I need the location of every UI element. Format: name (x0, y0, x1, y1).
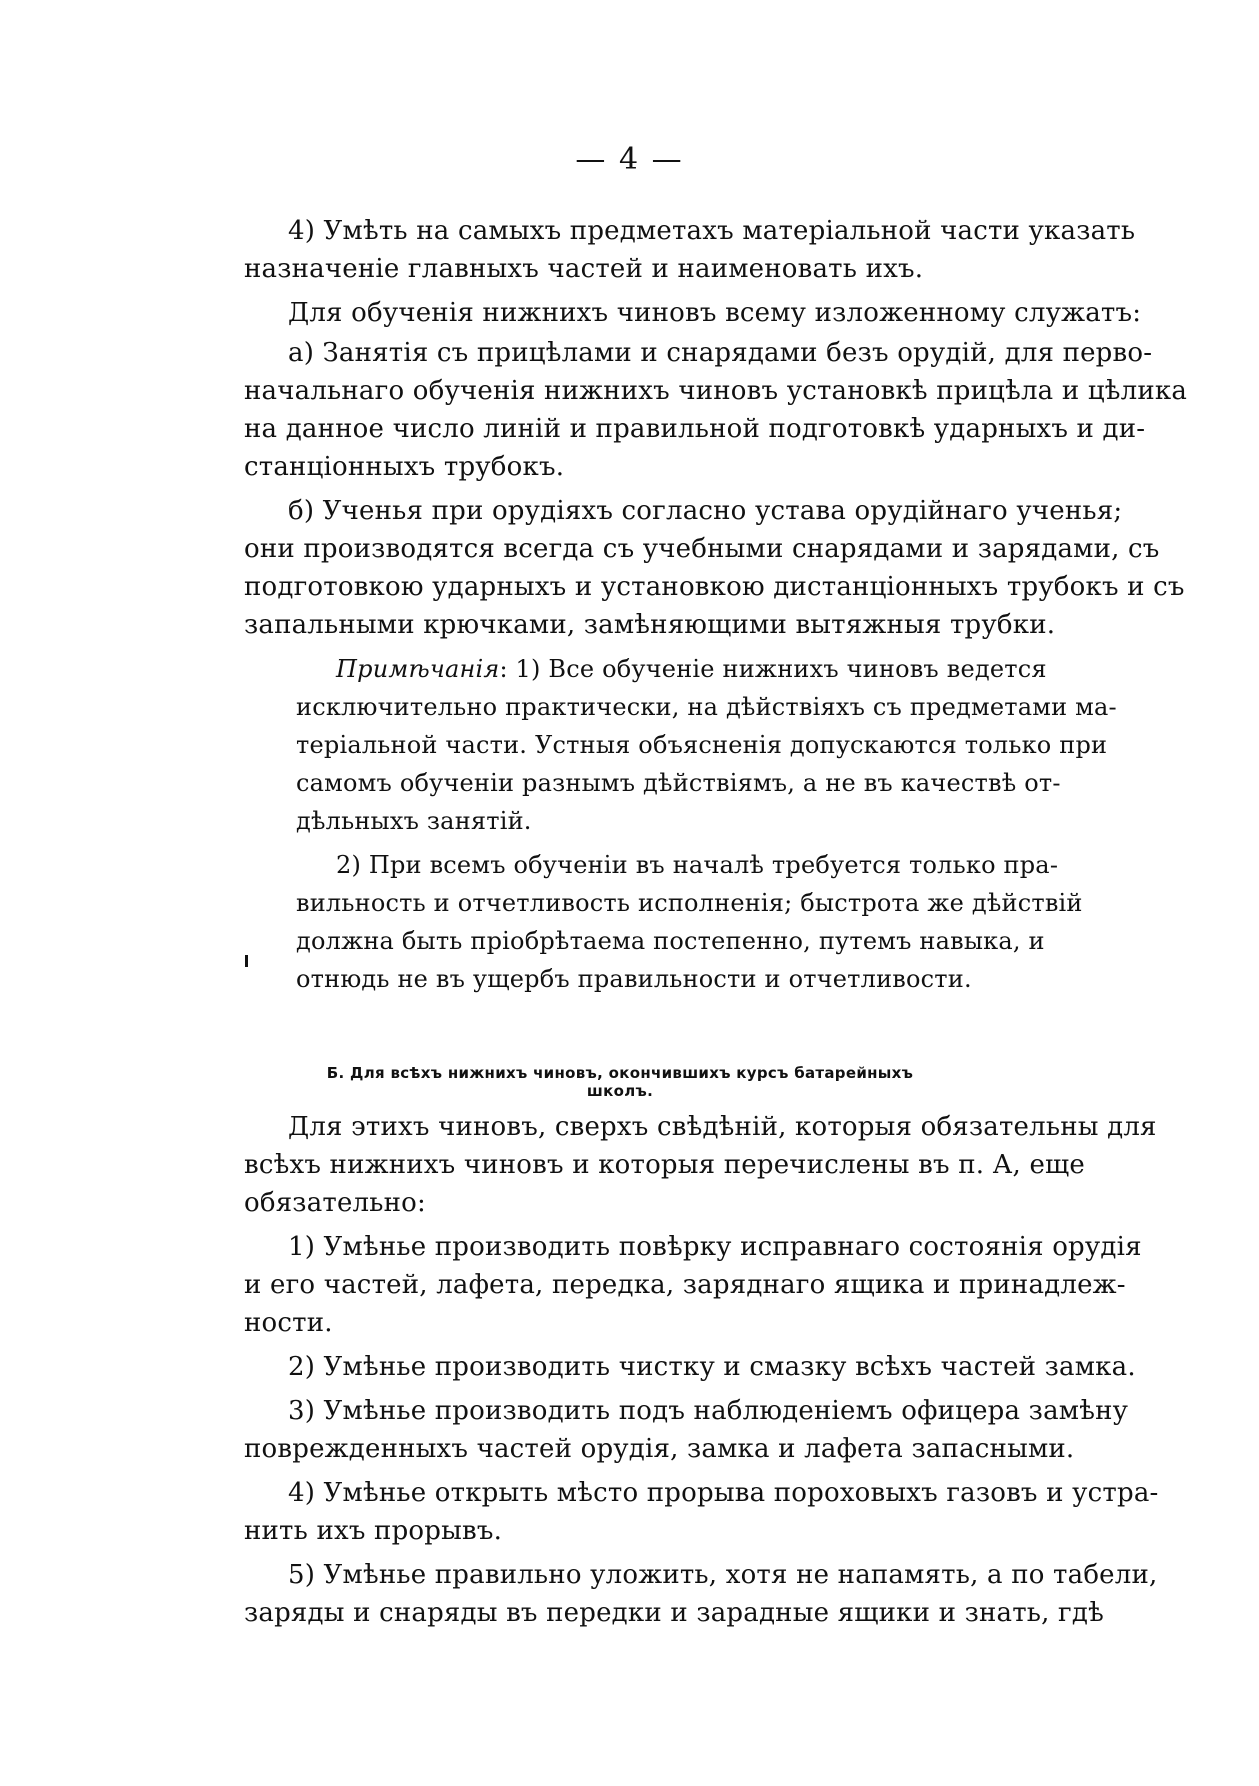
item-b-line1: б) Ученья при орудіяхъ согласно устава орудійнаго ученья; (288, 496, 1123, 526)
item-a-line2: начальнаго обученія нижнихъ чиновъ установкѣ прицѣла и цѣлика (244, 376, 1188, 406)
item-a-line1: а) Занятія съ прицѣлами и снарядами безъ орудій, для перво- (288, 338, 1153, 368)
b-item1-line2: и его частей, лафета, передка, заряднаго ящика и принадлеж- (244, 1270, 1126, 1300)
b-item3-line2: поврежденныхъ частей орудія, замка и лафета запасными. (244, 1434, 1075, 1464)
item4-line1: 4) Умѣть на самыхъ предметахъ матеріальной части указать (288, 216, 1136, 246)
note1-line5: дѣльныхъ занятій. (296, 807, 532, 835)
b-item1-line1: 1) Умѣнье производить повѣрку исправнаго состоянія орудія (288, 1232, 1142, 1262)
item-b-line2: они производятся всегда съ учебными снарядами и зарядами, съ (244, 534, 1160, 564)
item-a-line3: на данное число линій и правильной подготовкѣ ударныхъ и ди- (244, 414, 1146, 444)
note2-line2: вильность и отчетливость исполненія; быстрота же дѣйствій (296, 889, 1083, 917)
item-b-line4: запальными крючками, замѣняющими вытяжныя трубки. (244, 610, 1056, 640)
section-b-heading: Б. Для всѣхъ нижнихъ чиновъ, окончившихъ курсъ батарейныхъ школъ. (326, 1064, 914, 1100)
b-item5-line1: 5) Умѣнье правильно уложить, хотя не напамять, а по табели, (288, 1560, 1158, 1590)
section-b-intro-line3: обязательно: (244, 1188, 426, 1218)
notes-label: Примѣчанія (336, 655, 500, 683)
note1-line3: теріальной части. Устныя объясненія допускаются только при (296, 731, 1108, 759)
b-item4-line2: нить ихъ прорывъ. (244, 1516, 503, 1546)
note1-line2: исключительно практически, на дѣйствіяхъ съ предметами ма- (296, 693, 1117, 721)
section-b-intro-line1: Для этихъ чиновъ, сверхъ свѣдѣній, которыя обязательны для (288, 1112, 1157, 1142)
b-item1-line3: ности. (244, 1308, 333, 1338)
note1-line1 (296, 652, 1047, 686)
item-b-line3: подготовкою ударныхъ и установкою дистанціонныхъ трубокъ и съ (244, 572, 1185, 602)
item-a-line4: станціонныхъ трубокъ. (244, 452, 565, 482)
note1-line4: самомъ обученіи разнымъ дѣйствіямъ, а не въ качествѣ от- (296, 769, 1061, 797)
margin-mark (245, 955, 248, 967)
item4-line2: назначеніе главныхъ частей и наименовать ихъ. (244, 254, 924, 284)
b-item2-line1: 2) Умѣнье производить чистку и смазку всѣхъ частей замка. (288, 1352, 1136, 1382)
b-item3-line1: 3) Умѣнье производить подъ наблюденіемъ офицера замѣну (288, 1396, 1129, 1426)
note1-line1-text: : 1) Все обученіе нижнихъ чиновъ ведется (499, 655, 1047, 683)
section-b-intro-line2: всѣхъ нижнихъ чиновъ и которыя перечислены въ п. А, еще (244, 1150, 1086, 1180)
b-item5-line2: заряды и снаряды въ передки и зарадные ящики и знать, гдѣ (244, 1598, 1104, 1628)
note2-line4: отнюдь не въ ущербъ правильности и отчетливости. (296, 965, 972, 993)
b-item4-line1: 4) Умѣнье открыть мѣсто прорыва пороховыхъ газовъ и устра- (288, 1478, 1159, 1508)
note2-line3: должна быть пріобрѣтаема постепенно, путемъ навыка, и (296, 927, 1045, 955)
para-intro: Для обученія нижнихъ чиновъ всему изложенному служатъ: (288, 298, 1142, 328)
note2-line1: 2) При всемъ обученіи въ началѣ требуется только пра- (336, 851, 1059, 879)
page-number: — 4 — (575, 142, 684, 177)
